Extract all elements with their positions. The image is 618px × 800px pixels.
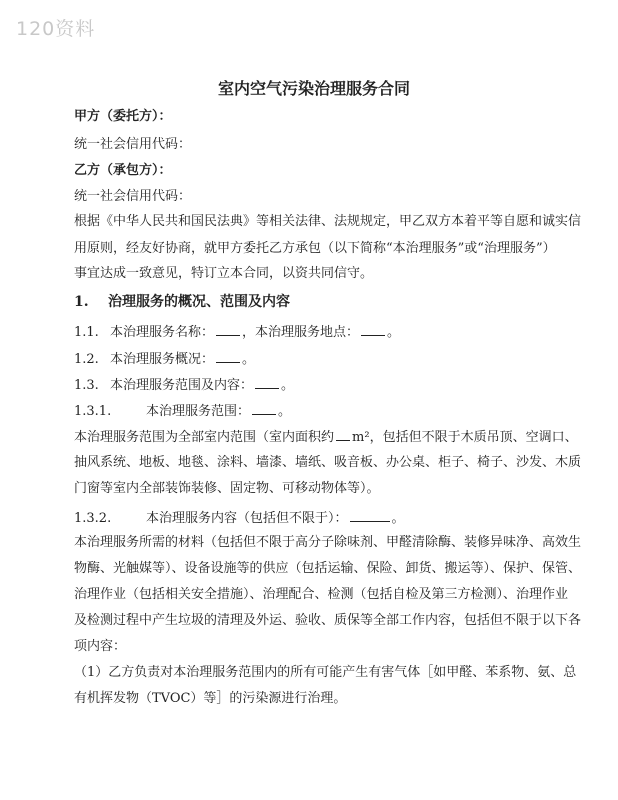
blank-field [350, 508, 390, 522]
section-1-heading [74, 293, 290, 311]
section-title: 治理服务的概况、范围及内容 [108, 294, 290, 310]
watermark: 120资料 [16, 18, 96, 40]
blank-field [336, 427, 350, 441]
party-a-label: 甲方（委托方）： [74, 109, 172, 124]
clause-text: ，本治理服务地点： [242, 325, 360, 340]
preamble-line: 事宜达成一致意见，特订立本合同，以资共同信守。 [74, 266, 374, 281]
preamble-line: 根据《中华人民共和国民法典》等相关法律、法规规定，甲乙双方本着平等自愿和诚实信 [74, 214, 582, 229]
blank-field [216, 322, 240, 336]
document-title: 室内空气污染治理服务合同 [217, 79, 410, 98]
clause-end: 。 [391, 511, 405, 526]
clause-1-3 [74, 375, 294, 395]
clause-number: 1.2. [74, 352, 99, 367]
clause-1-3-1 [74, 401, 291, 421]
clause-text: 本治理服务名称： [110, 325, 215, 340]
area-unit: m² [352, 430, 370, 445]
party-b-credit-code: 统一社会信用代码： [74, 189, 192, 204]
clause-1-3-2 [74, 508, 405, 528]
clause-number: 1.1. [74, 325, 99, 340]
clause-end: 。 [278, 404, 292, 419]
scope-paragraph-line: 抽风系统、地板、地毯、涂料、墙漆、墙纸、吸音板、办公桌、柜子、椅子、沙发、木质 [74, 455, 582, 470]
blank-field [361, 322, 385, 336]
blank-field [216, 349, 240, 363]
content-paragraph-line: 治理作业（包括相关安全措施）、治理配合、检测（包括自检及第三方检测）、治理作业 [74, 587, 569, 602]
party-b-label: 乙方（承包方）： [74, 163, 172, 178]
blank-field [255, 375, 279, 389]
clause-text: 本治理服务范围： [146, 404, 251, 419]
blank-field [252, 401, 276, 415]
scope-paragraph-line: 门窗等室内全部装饰装修、固定物、可移动物体等）。 [74, 481, 380, 496]
clause-text: 本治理服务概况： [110, 352, 215, 367]
clause-text: 本治理服务范围及内容： [110, 378, 254, 393]
content-paragraph-line: 物酶、光触媒等）、设备设施等的供应（包括运输、保险、卸货、搬运等）、保护、保管、 [74, 561, 582, 576]
content-paragraph-line: 及检测过程中产生垃圾的清理及外运、验收、质保等全部工作内容，包括但不限于以下各 [74, 613, 582, 628]
clause-number: 1.3. [74, 378, 99, 393]
content-paragraph-line: 本治理服务所需的材料（包括但不限于高分子除味剂、甲醛清除酶、装修异味净、高效生 [74, 535, 582, 550]
sub-item-line: （1）乙方负责对本治理服务范围内的所有可能产生有害气体［如甲醛、苯系物、氨、总 [74, 665, 577, 680]
preamble-line: 用原则，经友好协商，就甲方委托乙方承包（以下简称“本治理服务”或“治理服务”） [74, 241, 556, 256]
clause-end: 。 [387, 325, 401, 340]
scope-paragraph-line [74, 427, 578, 447]
clause-1-2 [74, 349, 255, 369]
section-number: 1. [74, 294, 89, 310]
scope-text: ，包括但不限于木质吊顶、空调口、 [369, 430, 578, 445]
clause-number: 1.3.2. [74, 511, 112, 526]
content-paragraph-line: 项内容： [74, 639, 127, 654]
scope-text: 本治理服务范围为全部室内范围（室内面积约 [74, 430, 335, 445]
party-a-credit-code: 统一社会信用代码： [74, 137, 192, 152]
clause-1-1 [74, 322, 400, 342]
clause-end: 。 [281, 378, 295, 393]
clause-text: 本治理服务内容（包括但不限于）： [146, 511, 348, 526]
sub-item-line: 有机挥发物（TVOC）等］的污染源进行治理。 [74, 691, 347, 706]
clause-number: 1.3.1. [74, 404, 112, 419]
clause-end: 。 [242, 352, 256, 367]
